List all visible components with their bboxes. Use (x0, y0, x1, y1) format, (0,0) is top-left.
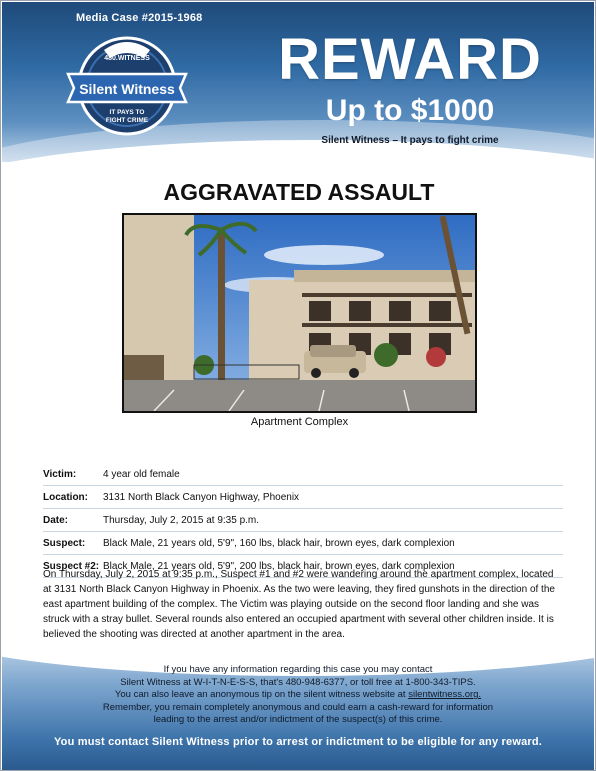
reward-eligibility-notice: You must contact Silent Witness prior to arrest or indictment to be eligible for any reward. (53, 736, 543, 748)
footer-line-5: leading to the arrest and/or indictment of the suspect(s) of this crime. (153, 714, 443, 726)
reward-title: REWARD (278, 27, 542, 92)
detail-row-victim (43, 463, 563, 486)
footer-line-2: Silent Witness at W-I-T-N-E-S-S, that's 480-948-6377, or toll free at 1-800-343-TIPS. (120, 676, 476, 688)
footer-line-4: Remember, you remain completely anonymous and could earn a cash-reward for information (102, 701, 494, 713)
tagline: Silent Witness – It pays to fight crime (321, 135, 499, 146)
detail-row-suspect (43, 532, 563, 555)
silent-witness-logo (64, 30, 190, 138)
apartment-photo (122, 213, 477, 413)
detail-label: Location: (43, 491, 88, 503)
footer-line-1: If you have any information regarding this case you may contact (163, 664, 433, 675)
media-case-number: Media Case #2015-1968 (76, 12, 203, 24)
detail-value: Thursday, July 2, 2015 at 9:35 p.m. (103, 514, 260, 526)
apartment-complex-image (124, 215, 475, 411)
logo-slogan-line1: IT PAYS TO (109, 109, 145, 116)
detail-row-location (43, 486, 563, 509)
logo-slogan-line2: FIGHT CRIME (105, 117, 149, 124)
detail-label: Suspect #2: (43, 560, 100, 572)
detail-value: 3131 North Black Canyon Highway, Phoenix (103, 491, 300, 503)
case-narrative: On Thursday, July 2, 2015 at 9:35 p.m., Suspect #1 and #2 were wandering around the apartment complex, located at 3131 North Black Canyon Highway in Phoenix. As the two were leaving, they fired gunshots in the direction of the east apartment building of the complex. The Victim was playing outside on the second floor landing and she was struck with a stray bullet. Several rounds also entered an occupied apartment with several other children inside. It is believed the shooting was directed at another apartment in the area. (43, 569, 555, 640)
header-banner (2, 2, 594, 162)
website-link[interactable]: silentwitness.org. (408, 689, 482, 701)
detail-value: 4 year old female (103, 468, 180, 480)
detail-row-date (43, 509, 563, 532)
footer-line-3-text: You can also leave an anonymous tip on the silent witness website at (114, 689, 409, 701)
detail-label: Suspect: (43, 537, 86, 549)
footer-contact-info (42, 664, 554, 727)
detail-label: Date: (43, 514, 69, 526)
photo-caption: Apartment Complex (250, 416, 349, 428)
logo-name-text: Silent Witness (79, 81, 175, 97)
footer-banner (2, 646, 594, 770)
crime-title: AGGRAVATED ASSAULT (163, 179, 435, 205)
logo-phone-text: 480.WITNESS (104, 55, 150, 62)
detail-value: Black Male, 21 years old, 5'9", 200 lbs, black hair, brown eyes, dark complexion (103, 560, 455, 572)
footer-line-3 (42, 689, 554, 702)
case-details (43, 463, 563, 578)
detail-value: Black Male, 21 years old, 5'9", 160 lbs, black hair, brown eyes, dark complexion (103, 537, 455, 549)
reward-amount: Up to $1000 (325, 94, 495, 127)
detail-label: Victim: (43, 468, 77, 480)
